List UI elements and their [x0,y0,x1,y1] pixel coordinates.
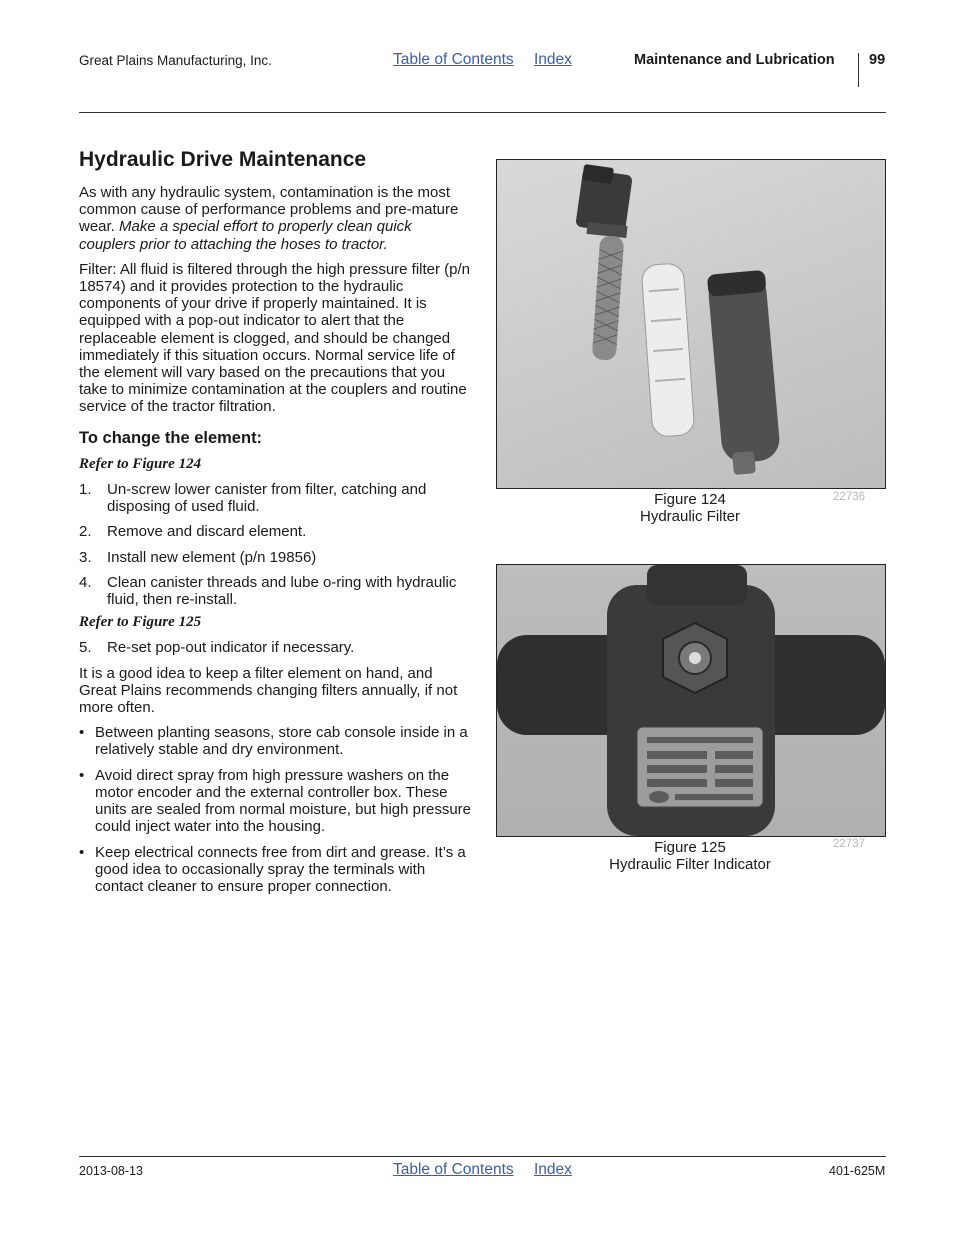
main-column [79,184,471,903]
figure-124-photo [496,159,886,489]
list-item: 3. Install new element (p/n 19856) [79,548,317,566]
figure-124-caption [560,491,820,525]
footer-doc-number: 401-625M [829,1164,886,1178]
footer-toc-link[interactable]: Table of Contents [393,1161,514,1178]
hydraulic-filter-parts-image [497,160,885,488]
section-title: Maintenance and Lubrication [634,52,835,68]
page-title [79,148,366,172]
list-item: • Between planting seasons, store cab console inside in a relatively stable and dry environment. [79,724,468,759]
steps-list-b [79,639,471,656]
list-item: • Keep electrical connects free from dirt and grease. It’s a good idea to occasionally spray the terminals with contact cleaner to ensure proper connection. [79,843,466,895]
list-item: 1. Un-screw lower canister from filter, catching and disposing of used fluid. [79,481,427,516]
refer-figure-124: Refer to Figure 124 [79,455,202,472]
figure-125-title: Hydraulic Filter Indicator [609,856,771,873]
refer-figure-125: Refer to Figure 125 [79,614,202,631]
filter-indicator-image [497,565,885,836]
footer-index-link[interactable]: Index [534,1161,572,1178]
filter-paragraph: Filter: All fluid is filtered through the high pressure filter (p/n 18574) and it provides protection to the hydraulic components of your drive if properly maintained. It is equipped with a pop-out indicator to alert that the replaceable element is clogged, and should be changed immediately if this situation occurs. Normal service life of the element will vary based on the precautions that you take to minimize contamination at the couplers and routine service of the tractor filtration. [79,260,471,416]
header-divider [858,53,859,87]
figure-124-id: 22736 [833,491,865,503]
company-name: Great Plains Manufacturing, Inc. [79,53,272,68]
intro-emphasis: Make a special effort to properly clean quick couplers prior to attaching the hoses to tractor. [79,218,412,253]
figure-125-photo [496,564,886,837]
footer-date: 2013-08-13 [79,1164,143,1178]
steps-list-a [79,481,471,608]
list-item: 5. Re-set pop-out indicator if necessary. [79,639,355,657]
list-item: 2. Remove and discard element. [79,523,307,541]
figure-125-id: 22737 [833,838,865,850]
intro-paragraph [79,184,471,253]
figure-125-number: Figure 125 [654,839,726,856]
intro-text: As with any hydraulic system, contamination is the most common cause of performance problems and pre-mature wear. [79,184,459,236]
header-index-link[interactable]: Index [534,51,572,68]
header-rule [79,112,886,113]
figure-125-caption [560,839,820,873]
list-item: 4. Clean canister threads and lube o-ring with hydraulic fluid, then re-install. [79,573,457,609]
page-number: 99 [869,52,886,68]
header-toc-link[interactable]: Table of Contents [393,51,514,68]
bullet-list [79,724,471,895]
figure-124-title: Hydraulic Filter [639,508,741,525]
figure-124-number: Figure 124 [654,491,726,508]
advice-paragraph: It is a good idea to keep a filter element on hand, and Great Plains recommends changing filters annually, if not more often. [79,664,458,717]
page-heading: Hydraulic Drive Maintenance [79,148,367,171]
change-element-heading: To change the element: [79,428,263,447]
footer-rule [79,1156,886,1157]
list-item: • Avoid direct spray from high pressure washers on the motor encoder and the external controller box. These units are sealed from normal moisture, but high pressure could inject water into the housing. [79,766,472,836]
